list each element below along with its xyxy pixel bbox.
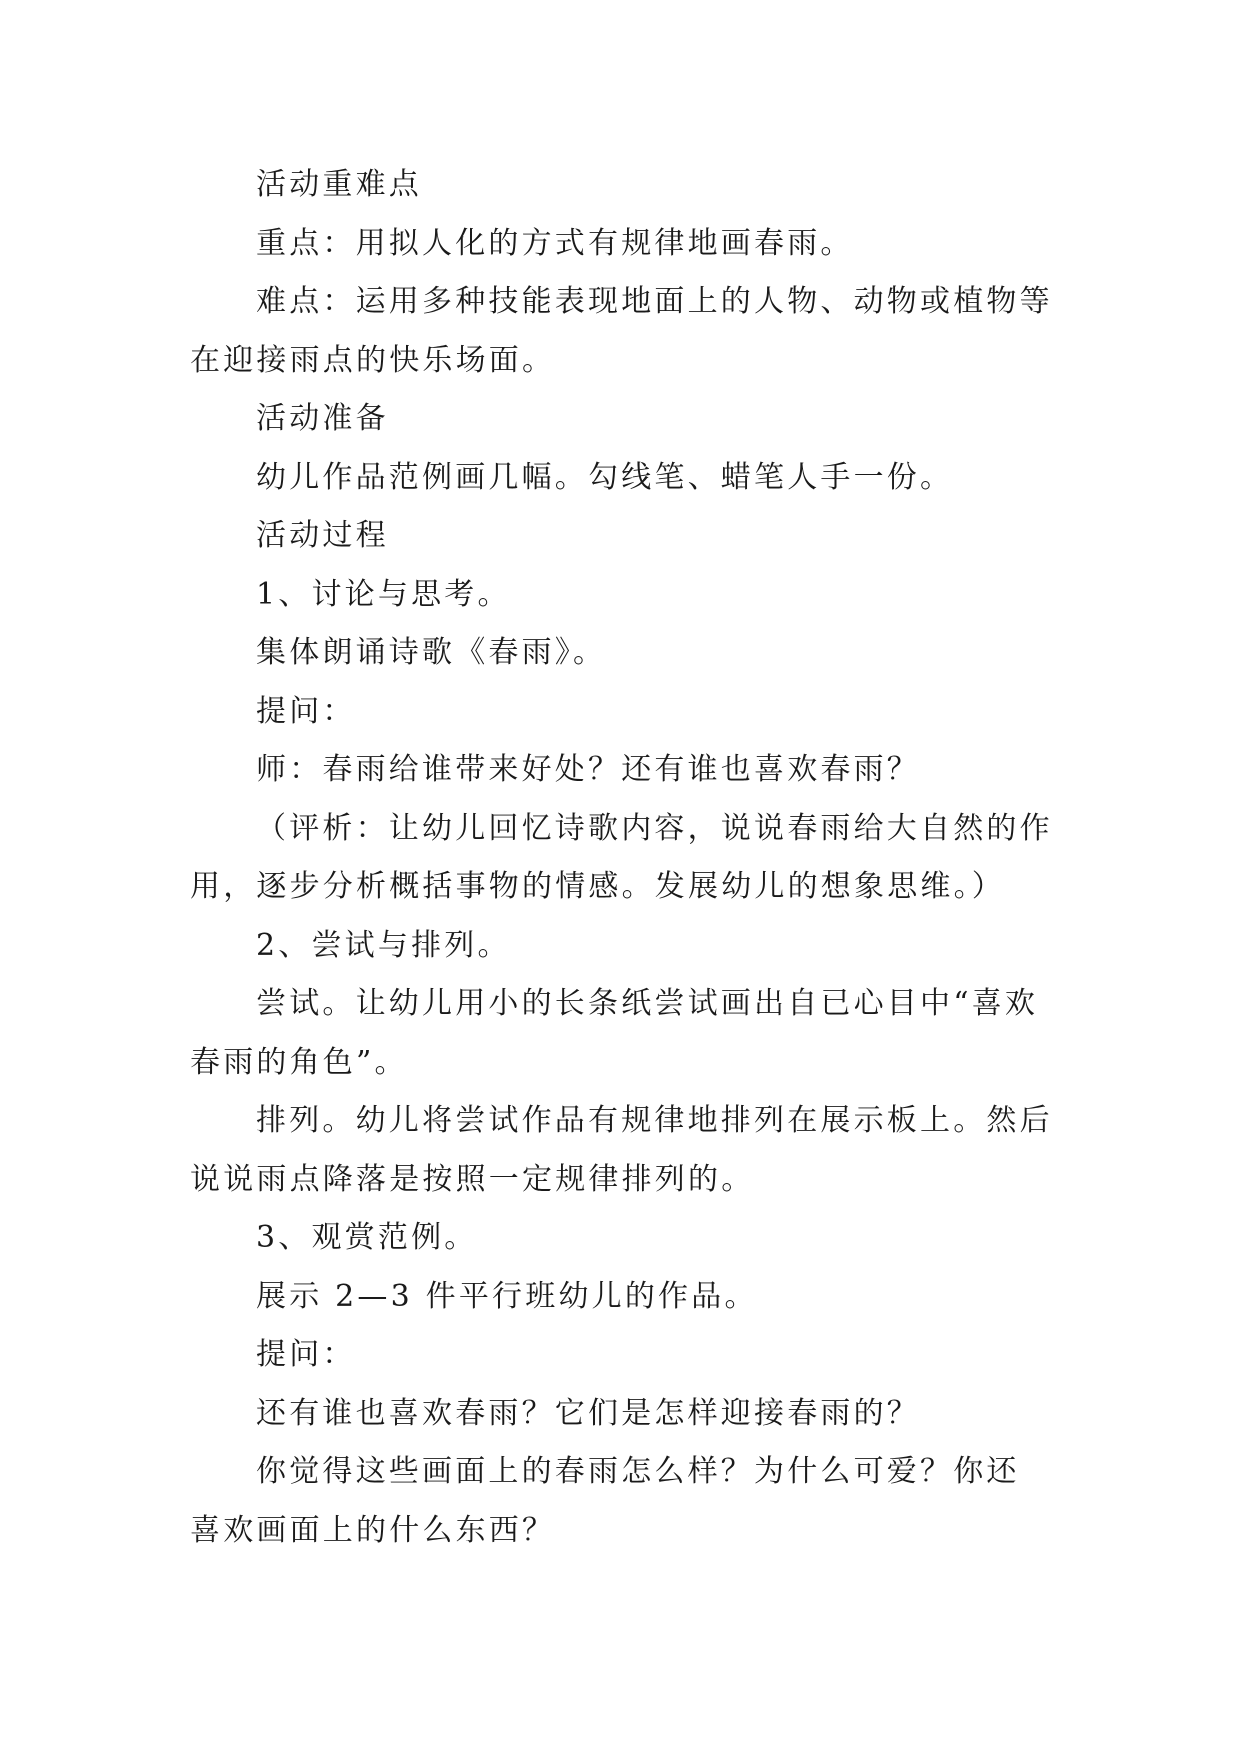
paragraph bbox=[190, 975, 1050, 1092]
text-line: 师：春雨给谁带来好处？还有谁也喜欢春雨？ bbox=[256, 752, 920, 787]
text-line: 集体朗诵诗歌《春雨》。 bbox=[256, 635, 607, 670]
paragraph bbox=[190, 683, 1050, 742]
text-line: 还有谁也喜欢春雨？它们是怎样迎接春雨的？ bbox=[256, 1395, 920, 1431]
text-line: 尝试。让幼儿用小的长条纸尝试画出自已心目中“喜欢 bbox=[256, 986, 1039, 1021]
text-line: 展示 2—3 件平行班幼儿的作品。 bbox=[256, 1278, 758, 1314]
text-line: 春雨的角色”。 bbox=[190, 1044, 408, 1080]
paragraph bbox=[190, 917, 1050, 976]
paragraph bbox=[190, 624, 1050, 683]
paragraph bbox=[190, 566, 1050, 625]
paragraph bbox=[190, 449, 1050, 508]
text-line: 用，逐步分析概括事物的情感。发展幼儿的想象思维。） bbox=[190, 869, 1005, 904]
text-line: 活动过程 bbox=[256, 518, 389, 553]
paragraph bbox=[190, 273, 1053, 390]
paragraph bbox=[190, 1092, 1053, 1209]
paragraph bbox=[190, 1268, 1050, 1327]
text-line: 3、观赏范例。 bbox=[256, 1220, 478, 1255]
paragraph bbox=[190, 215, 1050, 274]
paragraph bbox=[190, 156, 1050, 215]
text-line: 排列。幼儿将尝试作品有规律地排列在展示板上。然后 bbox=[256, 1103, 1053, 1138]
text-line: 1、讨论与思考。 bbox=[256, 576, 511, 612]
text-line: 说说雨点降落是按照一定规律排列的。 bbox=[190, 1161, 755, 1197]
text-line: 在迎接雨点的快乐场面。 bbox=[190, 342, 556, 378]
paragraph bbox=[190, 1326, 1050, 1385]
text-line: 喜欢画面上的什么东西？ bbox=[190, 1512, 556, 1548]
paragraph bbox=[190, 507, 1050, 566]
paragraph bbox=[190, 1209, 1050, 1268]
text-line: 重点：用拟人化的方式有规律地画春雨。 bbox=[256, 225, 854, 261]
text-line: 你觉得这些画面上的春雨怎么样？为什么可爱？你还 bbox=[256, 1454, 1020, 1489]
text-line: 幼儿作品范例画几幅。勾线笔、蜡笔人手一份。 bbox=[256, 459, 954, 495]
text-line: 提问： bbox=[256, 1337, 356, 1372]
text-line: 活动准备 bbox=[256, 401, 389, 436]
text-line: 活动重难点 bbox=[256, 167, 422, 202]
paragraph bbox=[190, 390, 1050, 449]
text-line: 难点：运用多种技能表现地面上的人物、动物或植物等 bbox=[256, 284, 1053, 319]
text-line: 2、尝试与排列。 bbox=[256, 927, 511, 963]
text-line: （评析：让幼儿回忆诗歌内容，说说春雨给大自然的作 bbox=[256, 810, 1053, 846]
paragraph bbox=[190, 800, 1053, 917]
paragraph bbox=[190, 1443, 1050, 1560]
document-body bbox=[190, 156, 1053, 1560]
paragraph bbox=[190, 741, 1050, 800]
text-line: 提问： bbox=[256, 693, 356, 729]
paragraph bbox=[190, 1385, 1050, 1444]
